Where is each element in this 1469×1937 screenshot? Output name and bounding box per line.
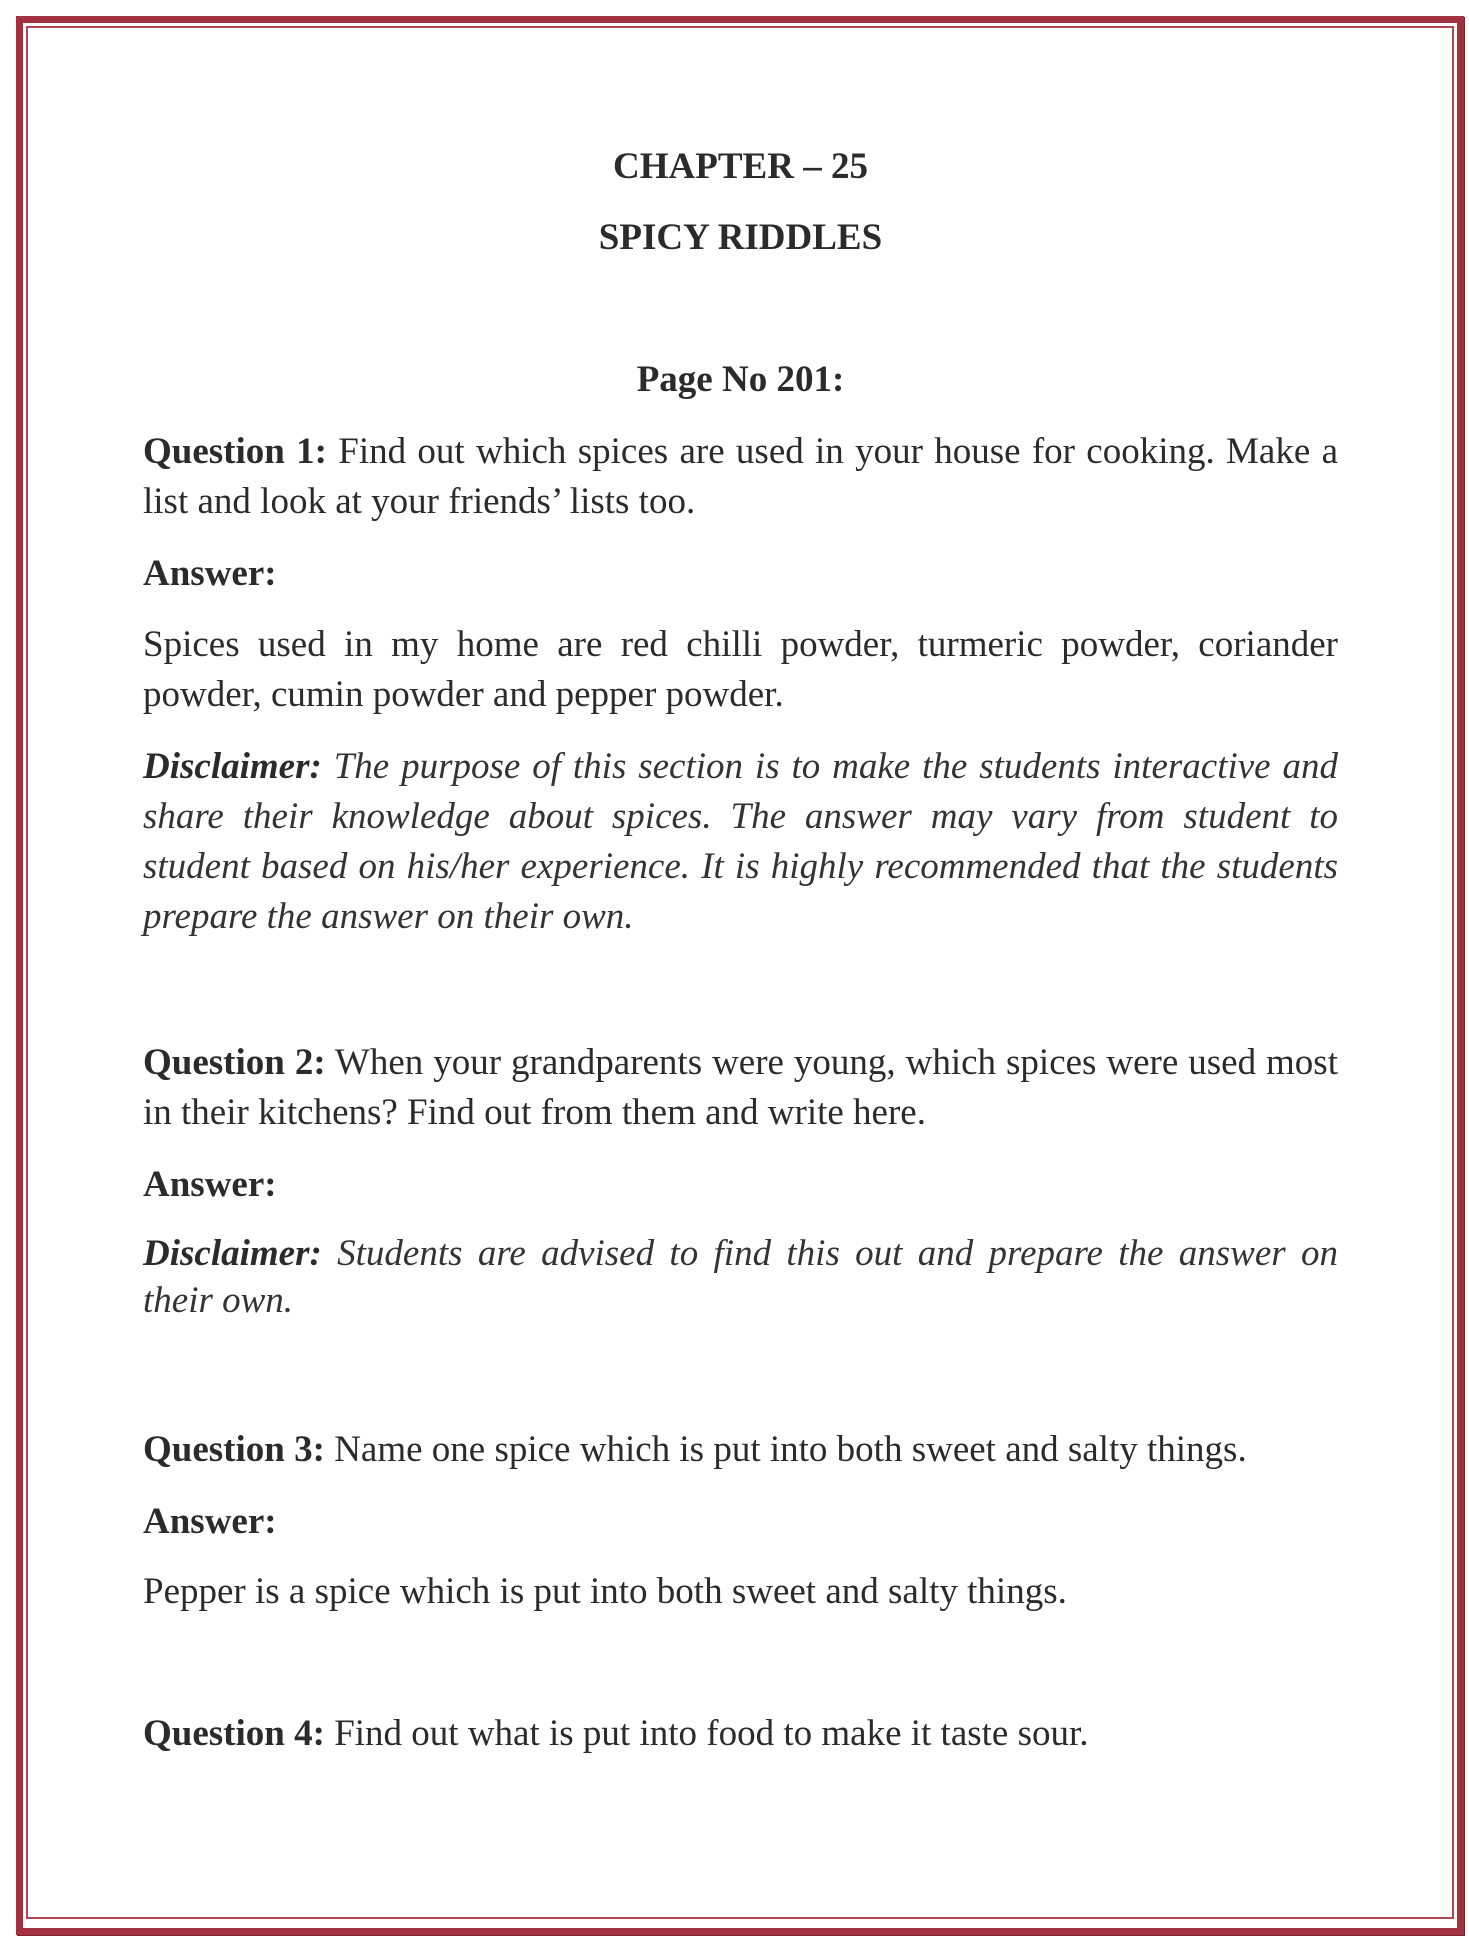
page-reference: Page No 201: xyxy=(636,359,845,400)
question-1-text: Find out which spices are used in your house for cooking. Make a list and look at your friends’ lists too. xyxy=(143,431,1338,522)
answer-3-text: Pepper is a spice which is put into both sweet and salty things. xyxy=(143,1571,1067,1612)
answer-2-label: Answer: xyxy=(143,1164,277,1205)
answer-1-label: Answer: xyxy=(143,553,277,594)
question-3 xyxy=(143,1425,1338,1475)
question-4-label: Question 4: xyxy=(143,1713,325,1754)
answer-1-text: Spices used in my home are red chilli powder, turmeric powder, coriander powder, cumin powder and pepper powder. xyxy=(143,624,1338,715)
question-3-text: Name one spice which is put into both sweet and salty things. xyxy=(324,1429,1247,1470)
chapter-heading: CHAPTER – 25 xyxy=(613,146,868,187)
question-2-text: When your grandparents were young, which spices were used most in their kitchens? Find out from them and write here. xyxy=(143,1042,1338,1133)
question-2-label: Question 2: xyxy=(143,1042,326,1083)
question-3-label: Question 3: xyxy=(143,1429,325,1470)
question-1 xyxy=(143,427,1338,527)
disclaimer-1-label: Disclaimer: xyxy=(143,746,322,787)
disclaimer-1-text: The purpose of this section is to make the students interactive and share their knowledge about spices. The answer may vary from student to student based on his/her experience. It is highly recommended that the students prepare the answer on their own. xyxy=(143,746,1338,937)
question-2 xyxy=(143,1038,1338,1138)
disclaimer-1 xyxy=(143,742,1338,942)
chapter-title: SPICY RIDDLES xyxy=(598,217,883,258)
answer-3-label: Answer: xyxy=(143,1501,277,1542)
disclaimer-2-text: Students are advised to find this out and prepare the answer on their own. xyxy=(143,1233,1338,1321)
question-1-label: Question 1: xyxy=(143,431,327,472)
page-border-inner xyxy=(26,26,1454,1919)
disclaimer-2-label: Disclaimer: xyxy=(143,1233,322,1274)
question-4-text: Find out what is put into food to make it taste sour. xyxy=(324,1713,1089,1754)
disclaimer-2 xyxy=(143,1230,1338,1324)
question-4 xyxy=(143,1709,1338,1759)
